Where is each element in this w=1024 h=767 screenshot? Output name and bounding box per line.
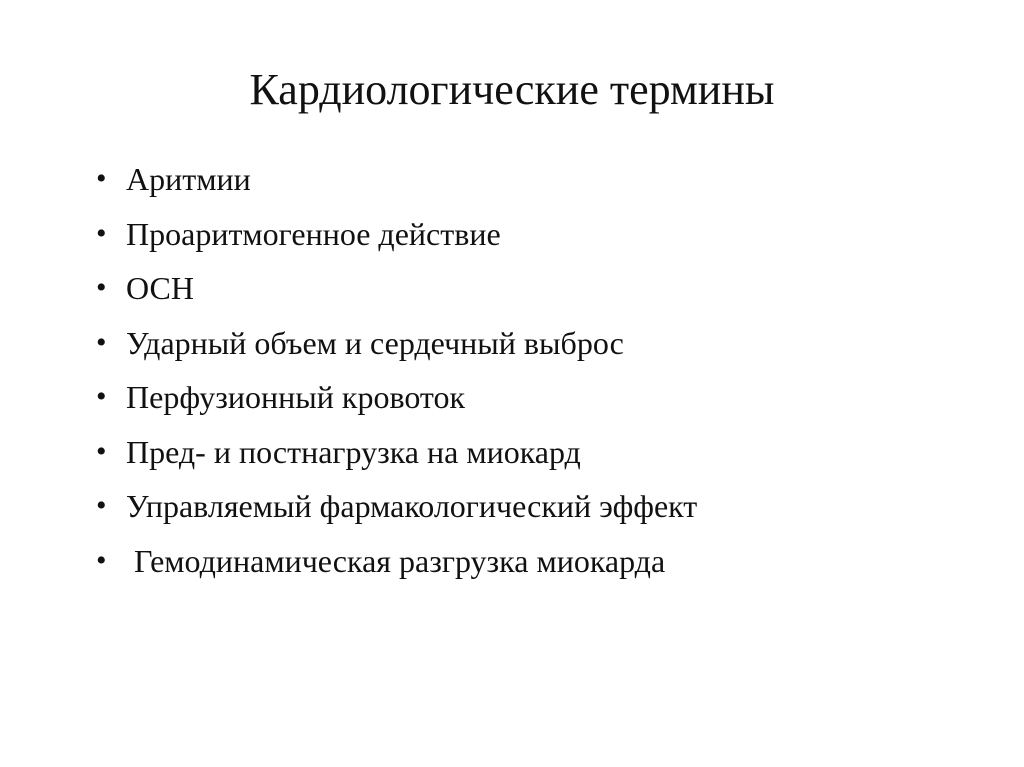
list-item bbox=[90, 261, 970, 316]
list-item bbox=[90, 534, 970, 589]
list-item-text: Аритмии bbox=[126, 161, 251, 197]
bullet-icon: • bbox=[96, 216, 107, 250]
bullet-list bbox=[90, 152, 970, 588]
list-item bbox=[90, 207, 970, 262]
slide-title: Кардиологические термины bbox=[249, 65, 775, 114]
bullet-icon: • bbox=[96, 271, 107, 304]
bullet-icon: • bbox=[96, 325, 107, 359]
list-item bbox=[90, 370, 970, 425]
list-item-text: Перфузионный кровоток bbox=[126, 379, 466, 415]
list-item bbox=[90, 425, 970, 480]
list-item-text: ОСН bbox=[126, 270, 194, 306]
list-item bbox=[90, 316, 970, 371]
list-item-text: Ударный объем и сердечный выброс bbox=[126, 324, 624, 361]
list-item bbox=[90, 479, 970, 534]
list-item bbox=[90, 152, 970, 207]
list-item-text: Пред- и постнагрузка на миокард bbox=[126, 433, 581, 470]
bullet-icon: • bbox=[96, 489, 107, 522]
bullet-icon: • bbox=[96, 434, 107, 468]
bullet-icon: • bbox=[96, 543, 107, 577]
bullet-icon: • bbox=[96, 380, 107, 413]
list-item-text: Управляемый фармакологический эффект bbox=[126, 488, 698, 524]
list-item-text: Проаритмогенное действие bbox=[126, 215, 501, 252]
bullet-icon: • bbox=[96, 162, 107, 195]
list-item-text: Гемодинамическая разгрузка миокарда bbox=[126, 542, 666, 579]
